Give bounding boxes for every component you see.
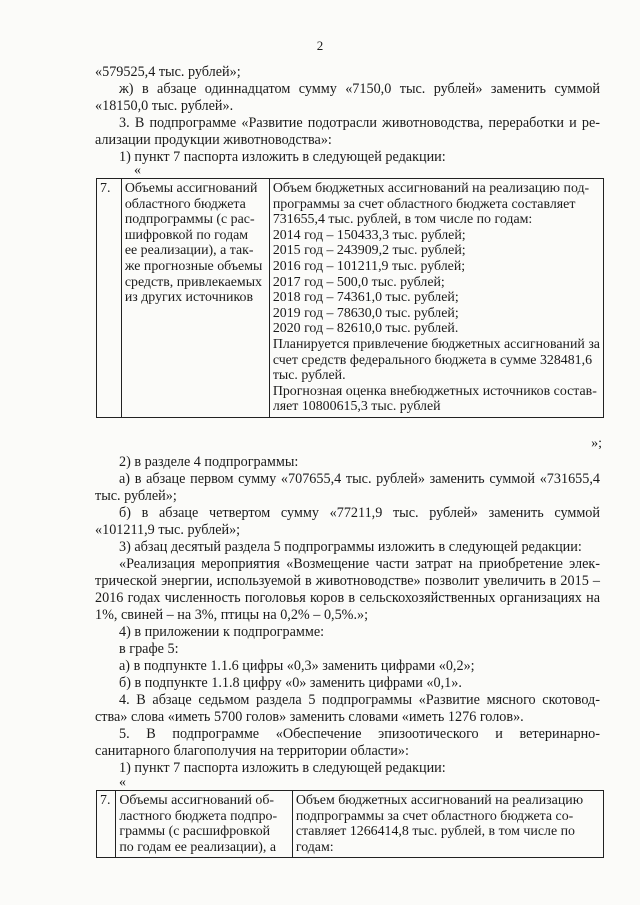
cell-line: подпрограммы (с рас- [124, 212, 255, 228]
passport-table-2 [96, 790, 604, 858]
cell-line: ставляет 1266414,8 тыс. рублей, в том числе по [295, 824, 575, 840]
cell-line: 2018 год – 74361,0 тыс. рублей; [272, 290, 459, 306]
text-line: а) в подпункте 1.1.6 цифры «0,3» заменить цифрами «0,2»; [119, 658, 475, 674]
cell-line: 2019 год – 78630,0 тыс. рублей; [272, 305, 459, 321]
cell-line: Прогнозная оценка внебюджетных источников состав- [272, 383, 597, 399]
cell-line: 731655,4 тыс. рублей, в том числе по годам: [272, 212, 533, 228]
text-line: тыс. рублей»; [95, 488, 177, 504]
opening-quote: « [119, 775, 126, 790]
row-number: 7. [97, 791, 116, 858]
text-line: 2) в разделе 4 подпрограммы: [119, 454, 299, 470]
text-line: б) в абзаце четвертом сумму «77211,9 тыс. рублей» заменить суммой [119, 505, 600, 521]
text-line: ж) в абзаце одиннадцатом сумму «7150,0 тыс. рублей» заменить суммой [119, 81, 600, 97]
cell-line: из других источников [124, 290, 254, 306]
text-line: «101211,9 тыс. рублей»; [95, 522, 241, 538]
text-line: ализации продукции животноводства»: [95, 132, 332, 148]
cell-line: ляет 10800615,3 тыс. рублей [272, 399, 441, 415]
cell-line: счет средств федерального бюджета в сумме 328481,6 [272, 352, 593, 368]
cell-line: программы за счет областного бюджета составляет [272, 196, 576, 212]
cell-line: Планируется привлечение бюджетных ассигнований за [272, 336, 600, 352]
text-line: 1%, свиней – на 3%, птицы на 0,2% – 0,5%.»; [95, 607, 369, 623]
text-line: а) в абзаце первом сумму «707655,4 тыс. рублей» заменить суммой «731655,4 [119, 471, 600, 487]
cell-line: Объем бюджетных ассигнований на реализацию под- [272, 181, 590, 196]
text-line: 1) пункт 7 паспорта изложить в следующей редакции: [119, 149, 446, 165]
cell-line: Объемы ассигнований [124, 181, 258, 196]
text-line: трической энергии, используемой в животноводстве» позволит увеличить в 2015 – [95, 573, 600, 589]
text-line: 2016 годах численность поголовья коров в сельскохозяйственных организациях на [95, 590, 600, 606]
cell-line: ластного бюджета подпро- [119, 808, 278, 824]
page-number: 2 [316, 38, 324, 53]
cell-line: Объем бюджетных ассигнований на реализацию [295, 793, 584, 808]
text-line: 3. В подпрограмме «Развитие подотрасли животноводства, переработки и ре- [119, 115, 600, 131]
table-right-cell [269, 179, 603, 418]
cell-line: 2020 год – 82610,0 тыс. рублей. [272, 321, 459, 337]
cell-line: ее реализации), а так- [124, 243, 254, 259]
opening-quote: « [134, 163, 141, 178]
text-line: «579525,4 тыс. рублей»; [95, 64, 241, 80]
cell-line: шифровкой по годам [124, 227, 249, 243]
cell-line: областного бюджета [124, 196, 246, 212]
text-line: 5. В подпрограмме «Обеспечение эпизоотического и ветеринарно- [119, 726, 600, 742]
cell-line: годам: [295, 839, 334, 855]
table-right-cell [292, 791, 603, 858]
cell-line: 2016 год – 101211,9 тыс. рублей; [272, 258, 466, 274]
text-line: 4. В абзаце седьмом раздела 5 подпрограммы «Развитие мясного скотовод- [119, 692, 600, 708]
text-line: санитарного благополучия на территории области»: [95, 743, 409, 759]
cell-line: по годам ее реализации), а [119, 839, 277, 855]
passport-table-1 [96, 178, 604, 418]
row-number: 7. [97, 179, 122, 418]
cell-line: 2015 год – 243909,2 тыс. рублей; [272, 243, 466, 259]
text-line: 3) абзац десятый раздела 5 подпрограммы изложить в следующей редакции: [119, 539, 582, 555]
table-left-cell [121, 179, 269, 418]
text-line: в графе 5: [119, 641, 179, 657]
cell-line: 2014 год – 150433,3 тыс. рублей; [272, 227, 466, 243]
cell-line: граммы (с расшифровкой [119, 824, 271, 840]
text-line: 4) в приложении к подпрограмме: [119, 624, 325, 640]
text-line: «Реализация мероприятия «Возмещение части затрат на приобретение элек- [119, 556, 600, 572]
table-left-cell [116, 791, 292, 858]
text-line: 1) пункт 7 паспорта изложить в следующей редакции: [119, 760, 446, 776]
cell-line: тыс. рублей. [272, 368, 346, 384]
text-line: «18150,0 тыс. рублей». [95, 98, 234, 114]
text-line: ства» слова «иметь 5700 голов» заменить словами «иметь 1276 голов». [95, 709, 524, 725]
cell-line: Объемы ассигнований об- [119, 793, 275, 808]
cell-line: средств, привлекаемых [124, 274, 262, 290]
closing-quote: »; [591, 436, 602, 451]
cell-line: подпрограммы за счет областного бюджета со- [295, 808, 574, 824]
text-line: б) в подпункте 1.1.8 цифру «0» заменить цифрами «0,1». [119, 675, 462, 691]
cell-line: 2017 год – 500,0 тыс. рублей; [272, 274, 445, 290]
cell-line: же прогнозные объемы [124, 258, 263, 274]
